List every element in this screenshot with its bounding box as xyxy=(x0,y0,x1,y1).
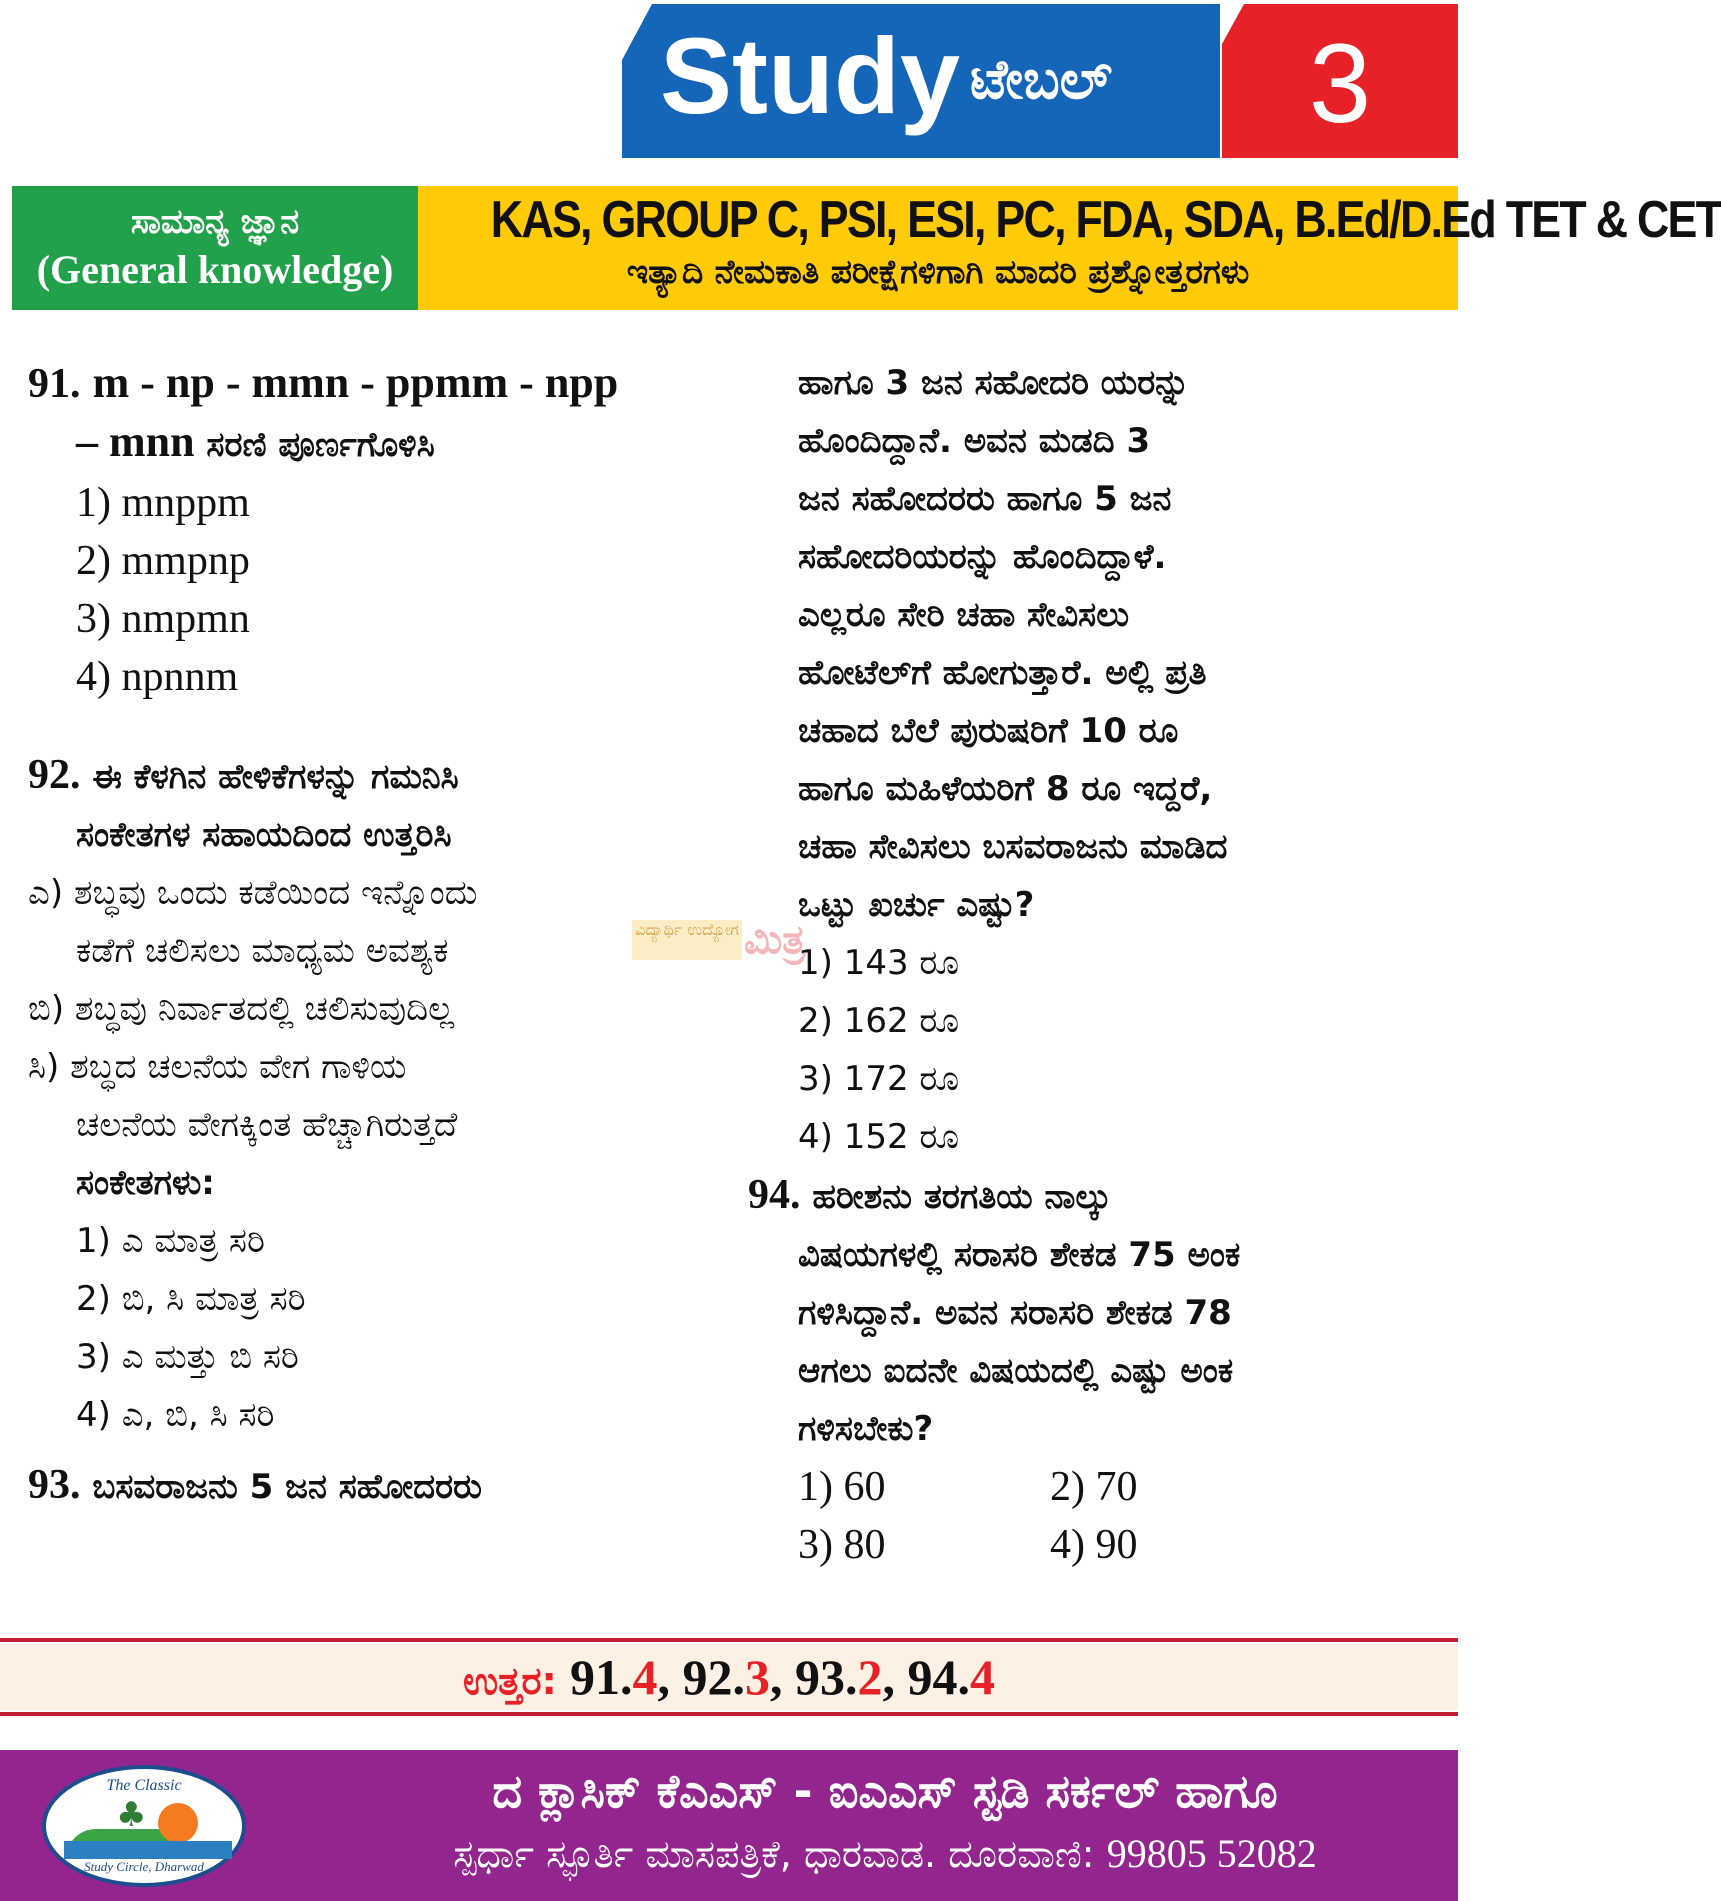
watermark xyxy=(632,912,822,972)
page-number: 3 xyxy=(1308,21,1372,146)
options-row xyxy=(748,1516,1438,1574)
question-number: 93. xyxy=(28,1462,81,1508)
question-text: ಚಹಾ ಸೇವಿಸಲು ಬಸವರಾಜನು ಮಾಡಿದ xyxy=(798,827,1228,867)
option: 1) 143 ರೂ xyxy=(798,943,960,983)
exam-banner xyxy=(418,186,1721,310)
question-number: 92. xyxy=(28,752,81,798)
question-text: ಜನ ಸಹೋದರರು ಹಾಗೂ 5 ಜನ xyxy=(798,479,1172,519)
option: 1) 60 xyxy=(798,1464,886,1510)
question-text: ಚಹಾದ ಬೆಲೆ ಪುರುಷರಿಗೆ 10 ರೂ xyxy=(798,711,1179,751)
option: 1) mnppm xyxy=(76,480,250,526)
options-row xyxy=(748,1458,1438,1516)
question-text: ಹಾಗೂ ಮಹಿಳೆಯರಿಗೆ 8 ರೂ ಇದ್ದರೆ, xyxy=(798,769,1213,809)
study-circle-logo xyxy=(42,1765,246,1887)
option: 4) 152 ರೂ xyxy=(798,1117,960,1157)
right-column xyxy=(748,354,1438,1574)
question-text: ಗಳಿಸಿದ್ದಾನೆ. ಅವನ ಸರಾಸರಿ ಶೇಕಡ 78 xyxy=(798,1293,1232,1333)
statement-a: ಎ) ಶಬ್ಧವು ಒಂದು ಕಡೆಯಿಂದ ಇನ್ನೊಂದು xyxy=(28,873,478,913)
option: 3) nmpmn xyxy=(76,596,250,642)
question-text: ಈ ಕೆಳಗಿನ ಹೇಳಿಕೆಗಳನ್ನು ಗಮನಿಸಿ xyxy=(80,757,459,797)
question-text: ಆಗಲು ಐದನೇ ವಿಷಯದಲ್ಲಿ ಎಷ್ಟು ಅಂಕ xyxy=(798,1351,1234,1391)
palm-tree-icon: ♣ xyxy=(116,1795,147,1835)
logo-text-bottom: Study Circle, Dharwad xyxy=(84,1859,204,1874)
option: 4) ಎ, ಬಿ, ಸಿ ಸರಿ xyxy=(76,1395,275,1435)
option: 2) mmpnp xyxy=(76,538,250,584)
statement-b: ಬಿ) ಶಬ್ಧವು ನಿರ್ವಾತದಲ್ಲಿ ಚಲಿಸುವುದಿಲ್ಲ xyxy=(28,989,455,1029)
question-text: ಒಟ್ಟು ಖರ್ಚು ಎಷ್ಟು? xyxy=(798,885,1035,925)
option: 3) ಎ ಮತ್ತು ಬಿ ಸರಿ xyxy=(76,1337,299,1377)
footer-line-1: ದ ಕ್ಲಾಸಿಕ್ ಕೆಎಎಸ್ - ಐಎಎಸ್ ಸ್ಟಡಿ ಸರ್ಕಲ್ ಹಾಗೂ xyxy=(492,1764,1278,1818)
logo-sea xyxy=(64,1841,232,1859)
question-91 xyxy=(28,354,748,706)
statement-c: ಸಿ) ಶಬ್ಧದ ಚಲನೆಯ ವೇಗ ಗಾಳಿಯ xyxy=(28,1047,407,1087)
subject-english: (General knowledge) xyxy=(36,247,394,292)
question-text: ಸಹೋದರಿಯರನ್ನು ಹೊಂದಿದ್ದಾಳೆ. xyxy=(798,537,1167,577)
option: 2) 162 ರೂ xyxy=(798,1001,960,1041)
question-text: ಹರೀಶನು ತರಗತಿಯ ನಾಲ್ಕು xyxy=(800,1177,1112,1217)
answer-rule-top xyxy=(0,1638,1458,1642)
logo-text-top: The Classic xyxy=(106,1777,182,1794)
answer-item: 93.2, xyxy=(795,1649,908,1705)
question-text: ವಿಷಯಗಳಲ್ಲಿ ಸರಾಸರಿ ಶೇಕಡ 75 ಅಂಕ xyxy=(798,1235,1241,1275)
footer-line-2 xyxy=(330,1824,1440,1884)
answer-item: 94.4 xyxy=(907,1649,996,1705)
question-text: ಹಾಗೂ 3 ಜನ ಸಹೋದರಿ ಯರನ್ನು xyxy=(798,363,1190,403)
option: 1) ಎ ಮಾತ್ರ ಸರಿ xyxy=(76,1221,265,1261)
option: 4) 90 xyxy=(1050,1522,1138,1568)
answer-key xyxy=(0,1644,1458,1722)
option: 3) 172 ರೂ xyxy=(798,1059,960,1099)
subject-badge xyxy=(12,186,418,310)
question-text: ಬಸವರಾಜನು 5 ಜನ ಸಹೋದರರು xyxy=(80,1467,482,1507)
logo-sun xyxy=(158,1803,198,1843)
answer-item: 92.3, xyxy=(682,1649,796,1705)
question-93-start xyxy=(28,1456,748,1516)
question-text: ಸಂಕೇತಗಳ ಸಹಾಯದಿಂದ ಉತ್ತರಿಸಿ xyxy=(76,815,452,855)
statement-c: ಚಲನೆಯ ವೇಗಕ್ಕಿಂತ ಹೆಚ್ಚಾಗಿರುತ್ತದೆ xyxy=(76,1105,458,1145)
question-text: ಗಳಿಸಬೇಕು? xyxy=(798,1409,934,1449)
option: 3) 80 xyxy=(798,1522,886,1568)
subject-kannada: ಸಾಮಾನ್ಯ ಜ್ಞಾನ xyxy=(130,202,300,242)
answer-item: 91.4, xyxy=(570,1649,683,1705)
question-text: ಎಲ್ಲರೂ ಸೇರಿ ಚಹಾ ಸೇವಿಸಲು xyxy=(798,595,1130,635)
watermark-left: ವಿದ್ಯಾರ್ಥಿ ಉದ್ಯೋಗ xyxy=(632,920,742,960)
question-92 xyxy=(28,746,748,1444)
question-text: ಹೋಟೆಲ್‌ಗೆ ಹೋಗುತ್ತಾರೆ. ಅಲ್ಲಿ ಪ್ರತಿ xyxy=(798,653,1207,693)
question-93-cont xyxy=(748,354,1438,1166)
question-text: m - np - mmn - ppmm - npp xyxy=(92,358,619,407)
question-text: ಹೊಂದಿದ್ದಾನೆ. ಅವನ ಮಡದಿ 3 xyxy=(798,421,1151,461)
answer-label: ಉತ್ತರ: xyxy=(462,1659,571,1703)
watermark-right: ಮಿತ್ರ xyxy=(744,917,806,963)
question-94 xyxy=(748,1166,1438,1574)
question-text: ಸರಣಿ ಪೂರ್ಣಗೊಳಿಸಿ xyxy=(194,425,435,465)
footer-address: ಸ್ಪರ್ಧಾ ಸ್ಫೂರ್ತಿ ಮಾಸಪತ್ರಿಕೆ, ಧಾರವಾಡ. ದೂರವಾಣಿ: xyxy=(453,1832,1107,1876)
exam-subtitle: ಇತ್ಯಾದಿ ನೇಮಕಾತಿ ಪರೀಕ್ಷೆಗಳಿಗಾಗಿ ಮಾದರಿ ಪ್ರಶ್ನೋತ್ತರಗಳು xyxy=(626,252,1250,291)
statement-a: ಕಡೆಗೆ ಚಲಿಸಲು ಮಾಧ್ಯಮ ಅವಶ್ಯಕ xyxy=(76,931,449,971)
study-title: Study xyxy=(660,15,961,136)
codes-label: ಸಂಕೇತಗಳು: xyxy=(76,1163,215,1203)
exam-list: KAS, GROUP C, PSI, ESI, PC, FDA, SDA, B.Ed/D.Ed TET & CET xyxy=(490,191,1721,249)
option: 4) npnnm xyxy=(76,654,239,700)
option: 2) ಬಿ, ಸಿ ಮಾತ್ರ ಸರಿ xyxy=(76,1279,306,1319)
study-table-label: ಟೇಬಲ್ xyxy=(970,48,1113,111)
question-number: 94. xyxy=(748,1172,801,1218)
question-text: – mnn xyxy=(76,417,195,466)
option: 2) 70 xyxy=(1050,1464,1138,1510)
question-number: 91. xyxy=(28,361,81,407)
footer-phone: 99805 52082 xyxy=(1106,1831,1317,1876)
